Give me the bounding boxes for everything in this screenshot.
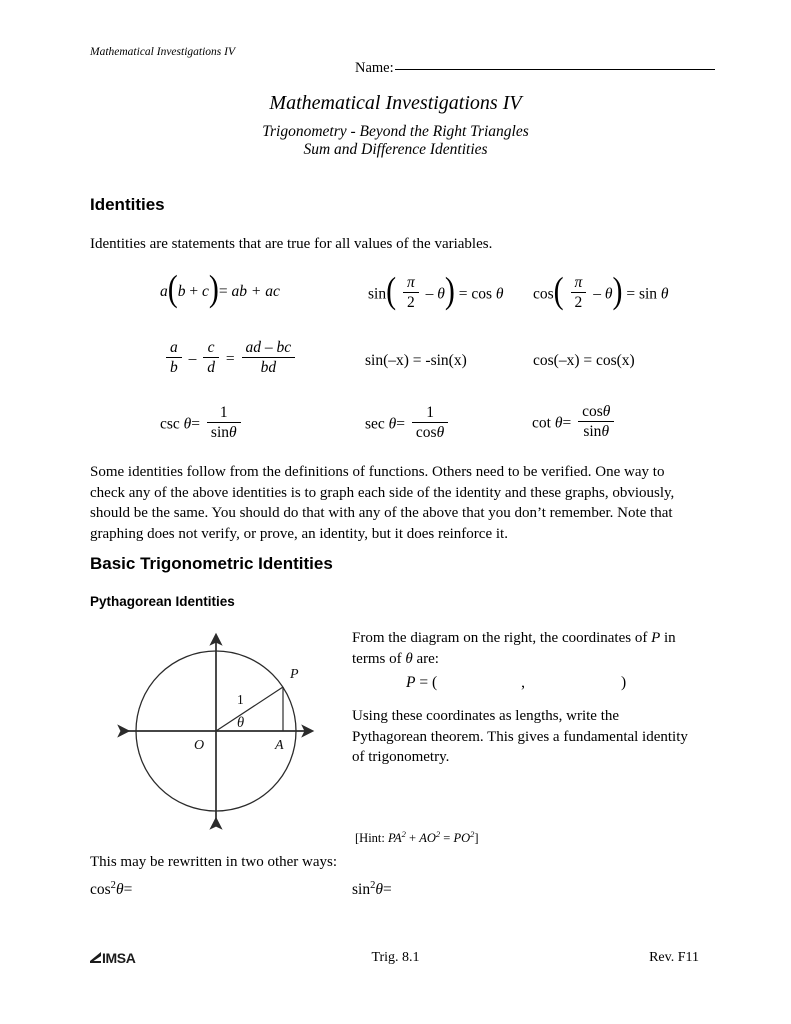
fraction-denominator: d	[207, 359, 215, 377]
fraction-numerator	[578, 402, 614, 422]
point-P-symbol: P	[651, 630, 661, 646]
theta-symbol: θ	[115, 881, 124, 899]
equals-open-paren: = (	[419, 674, 438, 691]
unit-circle-diagram	[112, 615, 327, 855]
function-name: cos	[471, 285, 493, 303]
formula-term: b	[177, 283, 186, 300]
theta-symbol: θ	[229, 424, 237, 442]
function-name: cos	[415, 424, 437, 442]
pythagorean-theorem-prompt: Using these coordinates as lengths, write the Pythagorean theorem. This gives a fundamental identity of trigonometry.	[352, 708, 688, 765]
fraction-denominator	[412, 423, 448, 442]
function-name: cos	[582, 402, 603, 420]
fraction-one-over-cos	[412, 403, 448, 443]
fraction-denominator: b	[170, 359, 178, 377]
diagram-label-A: A	[275, 738, 284, 753]
formula-cos-even: cos(–x) = cos(x)	[533, 352, 635, 369]
theta-symbol: θ	[183, 415, 192, 433]
fraction-denominator	[207, 423, 241, 442]
section-heading-identities: Identities	[90, 195, 165, 214]
footer-page-id: Trig. 8.1	[371, 950, 420, 965]
formula-op: –	[593, 285, 601, 303]
formula-distributive: a(b + c)= ab + ac	[160, 267, 280, 309]
diagram-label-P: P	[290, 667, 299, 682]
section-heading-basic-trig: Basic Trigonometric Identities	[90, 554, 333, 573]
fraction-numerator: a	[166, 338, 182, 358]
hint-op-equals: =	[440, 831, 454, 846]
fraction-cos-over-sin	[578, 402, 614, 442]
hint-suffix: ]	[474, 831, 479, 846]
cos-squared-blank[interactable]	[90, 880, 132, 899]
imsa-logo-text: IMSA	[102, 950, 136, 966]
name-label: Name:	[355, 60, 394, 76]
sin-squared-blank[interactable]	[352, 880, 392, 899]
radius-segment-OP	[216, 687, 283, 731]
fraction-denominator: 2	[406, 294, 415, 312]
formula-fraction-subtraction	[163, 340, 298, 380]
formula-op: =	[626, 285, 636, 303]
exponent: 2	[370, 880, 376, 891]
function-name: sin	[638, 285, 658, 303]
fraction-c-over-d	[203, 338, 219, 378]
prompt-text-post: are:	[412, 650, 439, 667]
equals-sign: =	[123, 881, 133, 899]
theta-symbol: θ	[495, 285, 504, 303]
function-name: csc	[160, 415, 180, 433]
function-name: cos	[90, 881, 111, 899]
fraction-denominator	[578, 422, 614, 441]
function-name: cot	[532, 414, 551, 432]
hint-op-plus: +	[405, 831, 420, 846]
theta-symbol: θ	[405, 650, 413, 667]
formula-cosecant	[160, 405, 244, 445]
fraction-numerator: ad – bc	[242, 338, 296, 358]
exponent: 2	[110, 880, 116, 891]
name-blank-line[interactable]	[395, 68, 715, 70]
formula-op: =	[225, 350, 235, 368]
fraction-pi-over-2	[571, 273, 587, 313]
function-name: sin	[583, 423, 602, 441]
prompt-text-mid: in terms of	[352, 630, 676, 667]
hint-exponent: 2	[401, 829, 406, 839]
formula-op: –	[425, 285, 434, 303]
fraction-a-over-b	[166, 338, 182, 378]
name-field-row	[355, 60, 715, 77]
fraction-denominator: 2	[574, 294, 583, 312]
theta-symbol: θ	[660, 285, 669, 303]
prompt-text-pre: From the diagram on the right, the coordinates of	[352, 630, 652, 646]
diagram-label-O: O	[194, 738, 205, 753]
coordinates-prompt-paragraph	[352, 628, 697, 669]
subsection-heading-pythagorean: Pythagorean Identities	[90, 594, 235, 609]
page-title: Mathematical Investigations IV	[269, 92, 522, 114]
fraction-pi-over-2	[403, 273, 419, 313]
formula-term: c	[202, 283, 209, 300]
theta-symbol: θ	[602, 402, 611, 420]
hint-text	[355, 829, 479, 846]
theta-symbol: θ	[388, 415, 397, 433]
theta-symbol: θ	[601, 423, 610, 441]
verification-paragraph: Some identities follow from the definitions of functions. Others need to be verified. One way to check any of the above identities is to graph each side of the identity and these graphs, obviously, should be the same. You should do that with any of the above that you don’t remember. Note that graphing does not verify, or prove, an identity, but it does reinforce it.	[90, 464, 675, 542]
formula-op: =	[458, 285, 468, 303]
theta-symbol: θ	[604, 285, 613, 303]
formula-secant	[365, 405, 451, 445]
formula-op: –	[188, 350, 197, 368]
formula-op: =	[191, 415, 201, 433]
diagram-label-theta: θ	[237, 715, 245, 731]
hint-prefix: [Hint:	[355, 831, 388, 846]
fraction-result	[242, 338, 296, 378]
header-course-label: Mathematical Investigations IV	[90, 46, 235, 58]
fraction-numerator: 1	[207, 403, 241, 423]
theta-symbol: θ	[554, 414, 563, 432]
formula-sin-cofunction: sin( $\frac{\pi}{2}$ – θ) = cos θ	[368, 270, 504, 312]
formula-cotangent	[532, 404, 617, 444]
fraction-numerator: π	[571, 273, 587, 293]
rewritten-instruction: This may be rewritten in two other ways:	[90, 854, 338, 870]
theta-symbol: θ	[436, 424, 445, 442]
formula-op: =	[218, 283, 228, 300]
formula-term: ab + ac	[231, 283, 280, 300]
page-subtitle-2: Sum and Difference Identities	[303, 141, 488, 158]
theta-symbol: θ	[437, 285, 445, 303]
function-name: sin	[368, 285, 387, 303]
formula-sin-odd: sin(–x) = -sin(x)	[365, 352, 467, 369]
equals-sign: =	[382, 881, 392, 899]
hint-exponent: 2	[470, 829, 475, 839]
function-name: sin	[210, 424, 230, 442]
diagram-label-radius-length: 1	[237, 692, 244, 707]
fraction-denominator: bd	[260, 359, 277, 377]
footer-revision: Rev. F11	[649, 950, 699, 965]
page-subtitle-1: Trigonometry - Beyond the Right Triangles	[262, 123, 529, 140]
coordinates-answer-blank[interactable]	[406, 674, 626, 692]
unit-circle-svg	[112, 615, 327, 855]
formula-op: +	[189, 283, 199, 300]
fraction-numerator: 1	[412, 403, 448, 423]
fraction-numerator: c	[203, 338, 219, 358]
hint-exponent: 2	[435, 829, 441, 839]
comma-separator: ,	[521, 674, 525, 691]
hint-term-PO: PO	[453, 831, 471, 846]
formula-term: a	[160, 283, 168, 300]
fraction-numerator: π	[403, 273, 419, 293]
fraction-one-over-sin	[207, 403, 241, 443]
function-name: sec	[365, 415, 385, 433]
formula-op: =	[396, 415, 406, 433]
point-P-symbol: P	[406, 674, 416, 691]
function-name: sin	[352, 881, 371, 899]
hint-term-AO: AO	[419, 831, 436, 846]
theta-symbol: θ	[375, 881, 383, 899]
formula-op: =	[562, 414, 572, 432]
close-paren: )	[621, 674, 627, 691]
hint-term-PA: PA	[387, 831, 402, 846]
formula-cos-cofunction: cos( $\frac{\pi}{2}$ – θ) = sin θ	[533, 270, 669, 312]
identities-definition-text: Identities are statements that are true for all values of the variables.	[90, 236, 493, 252]
function-name: cos	[533, 285, 554, 303]
